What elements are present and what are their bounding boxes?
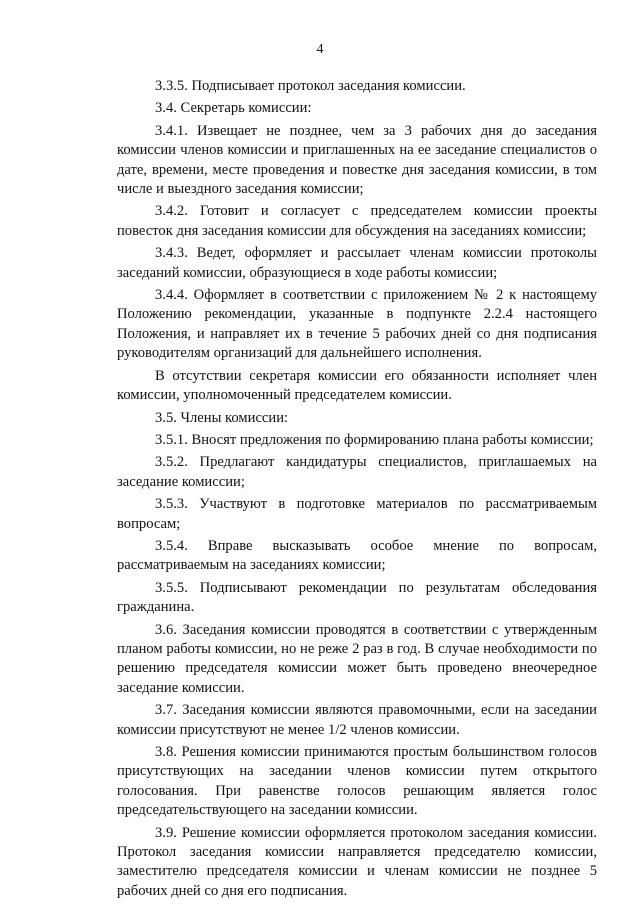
paragraph-3-5-5: 3.5.5. Подписывают рекомендации по результатам обследования гражданина.: [117, 579, 597, 616]
paragraph-3-5-heading: 3.5. Члены комиссии:: [155, 409, 289, 426]
paragraph-3-5-4: 3.5.4. Вправе высказывать особое мнение по вопросам, рассматриваемым на заседаниях комиссии;: [117, 537, 597, 574]
paragraph-3-4-2: 3.4.2. Готовит и согласует с председателем комиссии проекты повесток дня заседания комиссии для обсуждения на заседаниях комиссии;: [117, 203, 597, 239]
paragraph-3-3-5: 3.3.5. Подписывает протокол заседания комиссии.: [155, 78, 466, 94]
paragraph-3-6: 3.6. Заседания комиссии проводятся в соответствии с утвержденным планом работы комиссии, но не реже 2 раз в год. В случае необходимости по решению председателя комиссии может быть проведено внеочередное заседание комиссии.: [117, 621, 597, 696]
paragraph-3-5-3: 3.5.3. Участвуют в подготовке материалов по рассматриваемым вопросам;: [117, 496, 597, 532]
paragraph-3-4-3: 3.4.3. Ведет, оформляет и рассылает членам комиссии протоколы заседаний комиссии, образующиеся в ходе работы комиссии;: [117, 245, 597, 281]
document-body: [117, 77, 597, 904]
paragraph-3-4-4: 3.4.4. Оформляет в соответствии с приложением № 2 к настоящему Положению рекомендации, указанные в подпункте 2.2.4 настоящего Положения, и направляет их в течение 5 рабочих дней со дня подписания руководителям организаций для дальнейшего исполнения.: [117, 287, 597, 362]
paragraph-3-4-heading: 3.4. Секретарь комиссии:: [155, 100, 312, 117]
paragraph-3-5-1: 3.5.1. Вносят предложения по формированию плана работы комиссии;: [155, 431, 594, 448]
paragraph-3-4-1: 3.4.1. Извещает не позднее, чем за 3 рабочих дня до заседания комиссии членов комиссии и приглашенных на ее заседание специалистов о дате, времени, месте проведения и повестке дня заседания комиссии, в том числе и выездного заседания комиссии;: [117, 122, 597, 198]
paragraph-3-7: 3.7. Заседания комиссии являются правомочными, если на заседании комиссии присутствуют не менее 1/2 членов комиссии.: [117, 702, 597, 738]
paragraph-3-9: 3.9. Решение комиссии оформляется протоколом заседания комиссии. Протокол заседания комиссии направляется председателю комиссии, заместителю председателя комиссии и членам комиссии не позднее 5 рабочих дней со дня его подписания.: [117, 824, 597, 899]
paragraph-3-8: 3.8. Решения комиссии принимаются простым большинством голосов присутствующих на заседании членов комиссии путем открытого голосования. При равенстве голосов решающим является голос председательствующего на заседании комиссии.: [117, 744, 597, 819]
paragraph-3-5-2: 3.5.2. Предлагают кандидатуры специалистов, приглашаемых на заседание комиссии;: [117, 454, 597, 490]
page-number: 4: [316, 42, 324, 57]
paragraph-secretary-absence: В отсутствии секретаря комиссии его обязанности исполняет член комиссии, уполномоченный председателем комиссии.: [117, 367, 597, 404]
